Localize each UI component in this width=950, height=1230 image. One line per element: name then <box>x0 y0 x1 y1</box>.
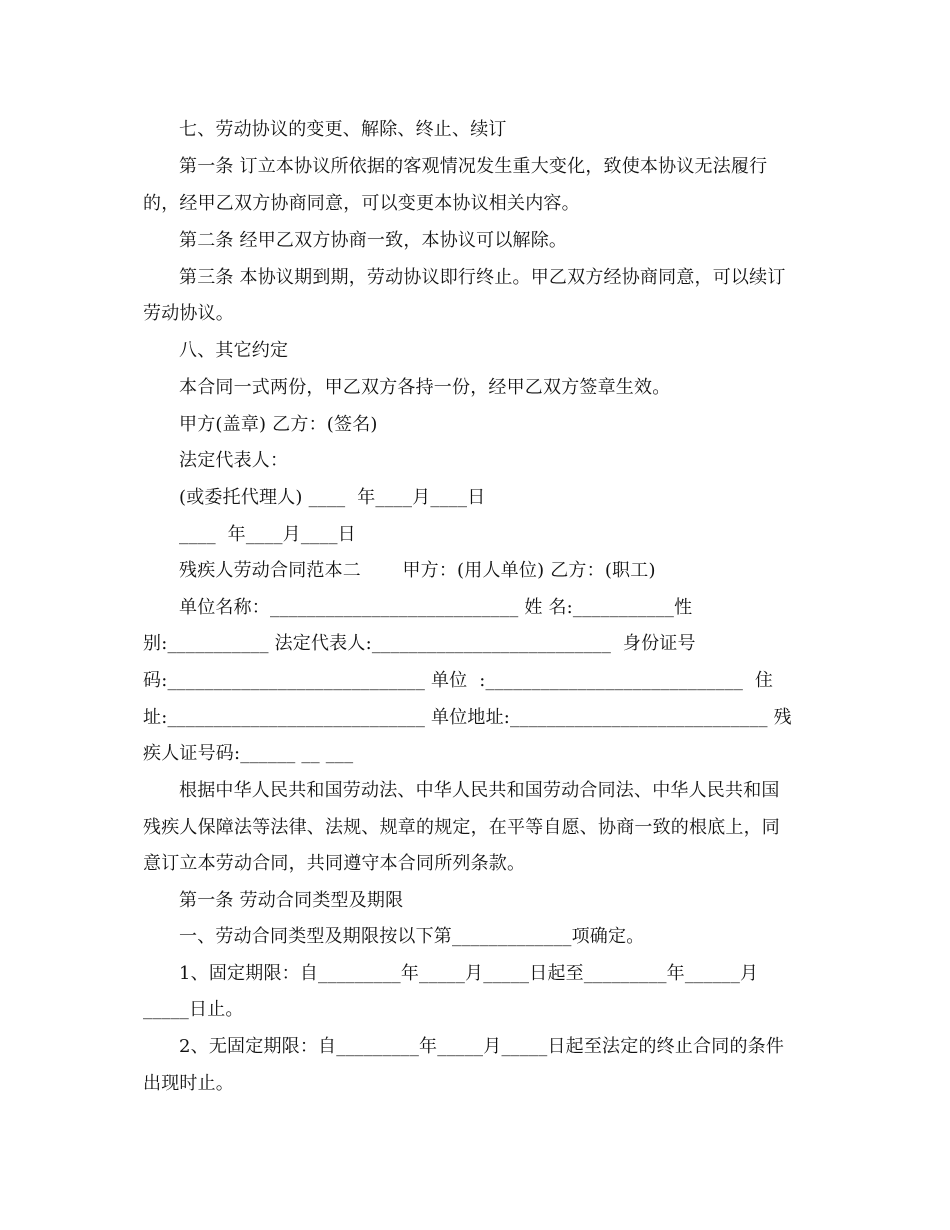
paragraph-line: 出现时止。 <box>143 1073 234 1094</box>
paragraph-line: 本合同一式两份，甲乙双方各持一份，经甲乙双方签章生效。 <box>179 377 671 398</box>
section-heading-8: 八、其它约定 <box>179 340 289 361</box>
section-heading-7: 七、劳动协议的变更、解除、终止、续订 <box>179 119 507 140</box>
date-line: (或委托代理人) ____ 年____月____日 <box>179 487 486 508</box>
article-heading: 第一条 劳动合同类型及期限 <box>179 890 404 911</box>
legal-representative-line: 法定代表人： <box>179 450 289 471</box>
form-field-line: 疾人证号码:______ __ ___ <box>143 743 354 764</box>
form-field-line: 别:___________ 法定代表人:__________________________ 身份证号 <box>143 633 696 654</box>
contract-title-line: 残疾人劳动合同范本二 甲方：(用人单位) 乙方：(职工) <box>179 560 656 581</box>
form-field-line: 单位名称：___________________________ 姓 名:___________性 <box>179 597 693 618</box>
paragraph-line: 一、劳动合同类型及期限按以下第_____________项确定。 <box>179 926 645 947</box>
date-line: ____ 年____月____日 <box>179 524 356 545</box>
paragraph-line: 1、固定期限：自_________年_____月_____日起至_________年______月 <box>179 963 759 984</box>
paragraph-line: 的，经甲乙双方协商同意，可以变更本协议相关内容。 <box>143 193 580 214</box>
paragraph-line: _____日止。 <box>143 999 244 1020</box>
paragraph-line: 意订立本劳动合同，共同遵守本合同所列条款。 <box>143 853 526 874</box>
paragraph-line: 残疾人保障法等法律、法规、规章的规定，在平等自愿、协商一致的根底上，同 <box>143 817 780 838</box>
paragraph-line: 第二条 经甲乙双方协商一致，本协议可以解除。 <box>179 230 568 251</box>
paragraph-line: 劳动协议。 <box>143 303 234 324</box>
paragraph-line: 2、无固定期限：自_________年_____月_____日起至法定的终止合同的条件 <box>179 1036 785 1057</box>
paragraph-line: 根据中华人民共和国劳动法、中华人民共和国劳动合同法、中华人民共和国 <box>179 780 780 801</box>
paragraph-line: 第一条 订立本协议所依据的客观情况发生重大变化，致使本协议无法履行 <box>179 156 768 177</box>
form-field-line: 址:____________________________ 单位地址:____________________________ 残 <box>143 707 792 728</box>
signature-line: 甲方(盖章) 乙方：(签名) <box>179 414 378 435</box>
form-field-line: 码:____________________________ 单位 :____________________________ 住 <box>143 670 774 691</box>
paragraph-line: 第三条 本协议期到期，劳动协议即行终止。甲乙双方经协商同意，可以续订 <box>179 267 786 288</box>
